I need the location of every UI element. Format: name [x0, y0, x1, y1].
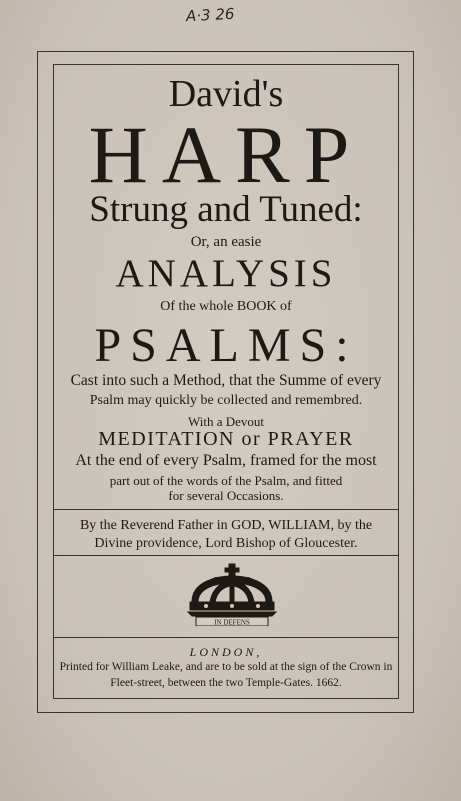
- description-line-6: part out of the words of the Psalm, and fitted: [109, 473, 343, 488]
- description-line-4: MEDITATION or PRAYER: [98, 428, 354, 450]
- handwritten-shelfmark: A·3 26: [185, 4, 235, 26]
- crown-motto: IN DEFENS: [214, 618, 250, 626]
- title-line-harp: HARP: [88, 109, 364, 200]
- title-line-analysis: ANALYSIS: [115, 252, 337, 295]
- author-line-1: By the Reverend Father in GOD, WILLIAM, by the: [79, 518, 373, 533]
- description-line-5: At the end of every Psalm, framed for the most: [75, 452, 377, 469]
- description-line-2: Psalm may quickly be collected and remembred.: [89, 393, 363, 408]
- rule-above-imprint: [53, 637, 399, 638]
- rule-above-author: [53, 509, 399, 510]
- title-line-whole-book: Of the whole BOOK of: [160, 299, 292, 314]
- title-line-or: Or, an easie: [190, 234, 262, 250]
- author-line-2: Divine providence, Lord Bishop of Gloucester.: [94, 536, 358, 551]
- imprint-city: LONDON,: [189, 645, 263, 659]
- imprint-line-1: Printed for William Leake, and are to be sold at the sign of the Crown in: [59, 661, 393, 673]
- imprint-line-2: Fleet-street, between the two Temple-Gates. 1662.: [110, 677, 342, 689]
- rule-below-author: [53, 555, 399, 556]
- title-line-strung: Strung and Tuned:: [89, 189, 363, 230]
- crown-device-icon: [186, 562, 278, 626]
- title-line-davids: David's: [168, 73, 284, 115]
- description-line-7: for several Occasions.: [168, 488, 284, 503]
- title-line-psalms: PSALMS:: [94, 319, 358, 372]
- description-line-3: With a Devout: [187, 414, 264, 429]
- description-line-1: Cast into such a Method, that the Summe of every: [70, 372, 382, 389]
